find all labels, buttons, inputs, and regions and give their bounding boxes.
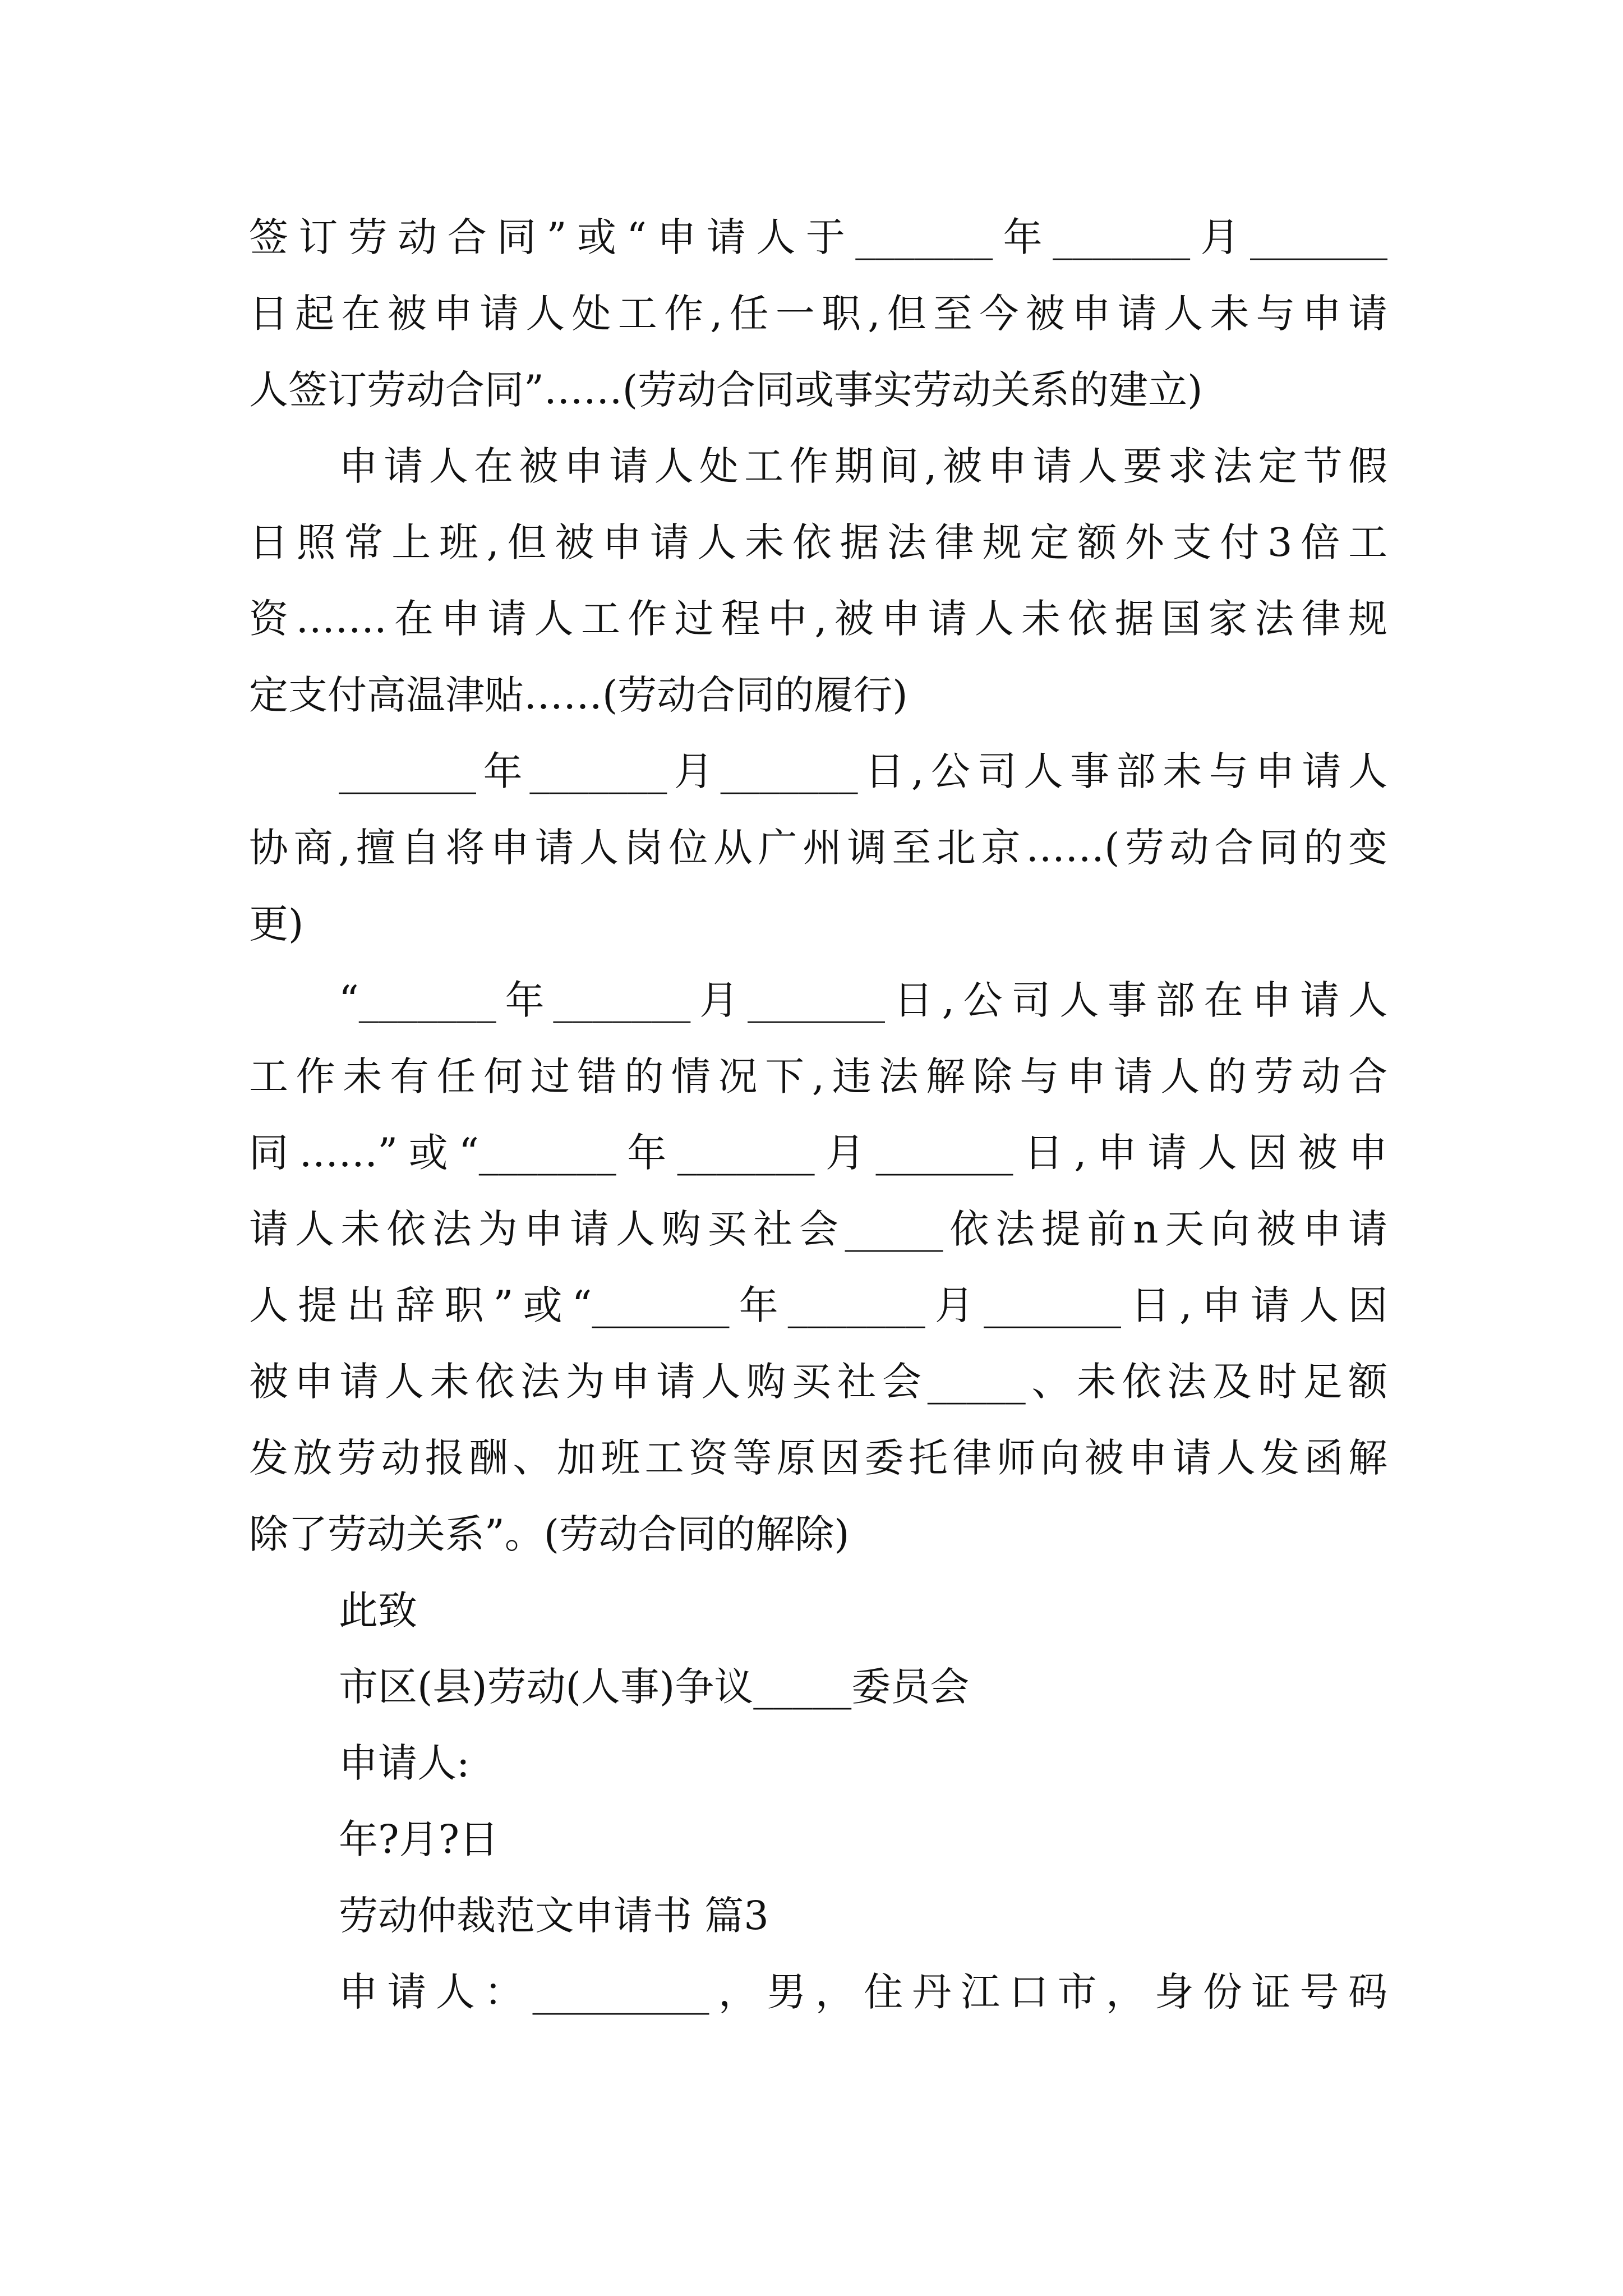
text-line: 除了劳动关系”。(劳动合同的解除) (249, 1511, 850, 1557)
text-line: 日照常上班,但被申请人未依据法律规定额外支付3倍工 (249, 519, 1387, 565)
text-line: 定支付高温津贴……(劳动合同的履行) (249, 672, 908, 718)
text-line: _______年_______月_______日,公司人事部未与申请人 (339, 748, 1387, 794)
text-line: 人签订劳动合同”……(劳动合同或事实劳动关系的建立) (249, 367, 1203, 413)
text-line: 工作未有任何过错的情况下,违法解除与申请人的劳动合 (249, 1053, 1387, 1099)
text-line: 申请人在被申请人处工作期间,被申请人要求法定节假 (339, 443, 1387, 489)
recipient-line: 市区(县)劳动(人事)争议_____委员会 (339, 1664, 970, 1710)
text-line: 同……”或“_______年_______月_______日,申请人因被申 (249, 1130, 1387, 1176)
applicant-info-line: 申请人：_________，男，住丹江口市，身份证号码 (339, 1969, 1387, 2015)
text-line: 协商,擅自将申请人岗位从广州调至北京……(劳动合同的变 (249, 825, 1387, 871)
text-line: 签订劳动合同”或“申请人于_______年_______月_______ (249, 214, 1387, 260)
text-line: 更) (249, 901, 304, 947)
text-line: 发放劳动报酬、加班工资等原因委托律师向被申请人发函解 (249, 1435, 1387, 1481)
date-line: 年?月?日 (339, 1816, 499, 1862)
text-line: 日起在被申请人处工作,任一职,但至今被申请人未与申请 (249, 291, 1387, 337)
closing-salutation: 此致 (339, 1588, 417, 1634)
document-body (249, 199, 1387, 2030)
text-line: 被申请人未依法为申请人购买社会_____、未依法及时足额 (249, 1359, 1387, 1405)
text-line: “_______年_______月_______日,公司人事部在申请人 (339, 977, 1387, 1023)
text-line: 人提出辞职”或“_______年_______月_______日,申请人因 (249, 1282, 1387, 1328)
text-line: 资…….在申请人工作过程中,被申请人未依据国家法律规 (249, 596, 1387, 642)
text-line: 请人未依法为申请人购买社会_____依法提前n天向被申请 (249, 1206, 1387, 1252)
applicant-signature-line: 申请人: (339, 1740, 470, 1786)
section-heading: 劳动仲裁范文申请书 篇3 (339, 1893, 769, 1939)
